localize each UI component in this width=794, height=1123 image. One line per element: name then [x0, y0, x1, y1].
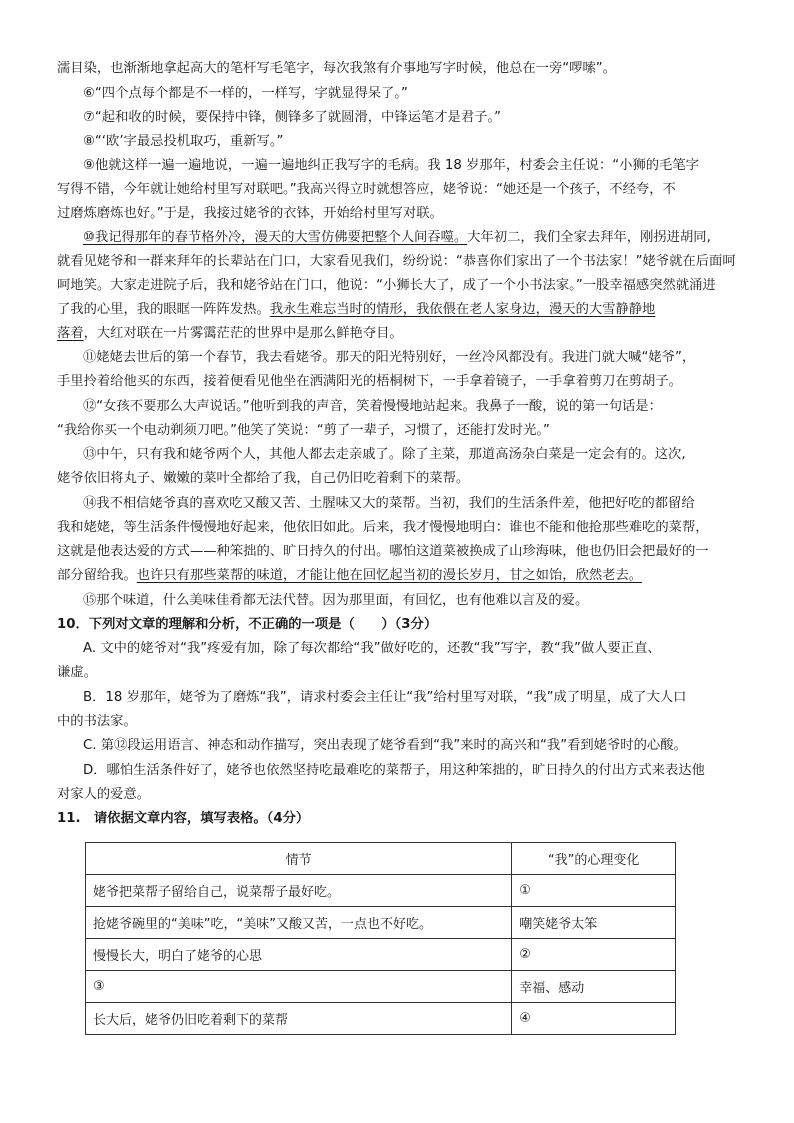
- table-row: [86, 971, 676, 1003]
- option-b-line-1: B．18 岁那年，姥爷为了磨炼“我”，请求村委会主任让“我”给村里写对联，“我”成了明星，成了大人口: [83, 690, 687, 705]
- table-cell: 长大后，姥爷仍旧吃着剩下的菜帮: [86, 1003, 512, 1035]
- table-header-row: [86, 843, 676, 875]
- paragraph-6: ⑥“四个点每个都是不一样的，一样写，字就显得呆了。”: [83, 86, 408, 101]
- paragraph-10-line-3: 呵地笑。大家走进院子后，我和姥爷站在门口，他说：“小狮长大了，成了一个小书法家。”一股幸福感突然就涌进: [57, 278, 716, 293]
- paragraph-9-line-1: ⑨他就这样一遍一遍地说，一遍一遍地纠正我写字的毛病。我 18 岁那年，村委会主任说：“小狮的毛笔字: [83, 158, 699, 173]
- underlined-sentence: 我永生难忘当时的情形，我依偎在老人家身边，漫天的大雪静静地: [269, 302, 656, 317]
- paragraph-14-line-3: 这就是他表达爱的方式——种笨拙的、旷日持久的付出。哪怕这道菜被换成了山珍海味，他也仍旧会把最好的一: [57, 544, 709, 559]
- table-header-plot: 情节: [86, 843, 512, 875]
- table-cell[interactable]: ③: [86, 971, 512, 1003]
- passage-text: 大年初二，我们全家去拜年，刚拐进胡同,: [467, 230, 711, 245]
- table-cell[interactable]: ①: [512, 875, 676, 907]
- passage-text: 部分留给我。: [57, 568, 137, 583]
- paragraph-9-line-3: 过磨炼磨炼也好。”于是，我接过姥爷的衣钵，开始给村里写对联。: [57, 206, 443, 221]
- paragraph-10-line-4: [57, 300, 655, 320]
- paragraph-10-line-2: 就看见姥爷和一群来拜年的长辈站在门口，大家看见我们，纷纷说：“恭喜你们家出了一个书法家！”姥爷就在后面呵: [57, 254, 736, 269]
- table-cell[interactable]: ④: [512, 1003, 676, 1035]
- table-row: [86, 1003, 676, 1035]
- option-d-line-1: D．哪怕生活条件好了，姥爷也依然坚持吃最难吃的菜帮子，用这种笨拙的，旷日持久的付出方式来表达他: [83, 763, 705, 778]
- table-cell[interactable]: ②: [512, 939, 676, 971]
- table-cell: 姥爷把菜帮子留给自己，说菜帮子最好吃。: [86, 875, 512, 907]
- passage-text: 了我的心里，我的眼眶一阵阵发热。: [57, 302, 270, 317]
- option-a-line-1: A. 文中的姥爷对“我”疼爱有加，除了每次都给“我”做好吃的，还教“我”写字，教“我”做人要正直、: [83, 641, 661, 656]
- paragraph-14-line-1: ⑭我不相信姥爷真的喜欢吃又酸又苦、土腥味又大的菜帮。当初，我们的生活条件差，他把好吃的都留给: [83, 496, 695, 511]
- paragraph-15: ⑮那个味道，什么美味佳肴都无法代替。因为那里面，有回忆，也有他难以言及的爱。: [83, 593, 589, 608]
- passage-text: ，大红对联在一片雾霭茫茫的世界中是那么鲜艳夺目。: [83, 326, 403, 341]
- paragraph-8: ⑧“‘欧’字最忌投机取巧，重新写。”: [83, 134, 284, 149]
- paragraph-10-line-1: [83, 228, 711, 248]
- paragraph-14-line-2: 我和姥姥，等生活条件慢慢地好起来，他依旧如此。后来，我才慢慢地明白：谁也不能和他抢那些难吃的菜帮，: [57, 520, 709, 535]
- option-d-line-2: 对家人的爱意。: [57, 787, 151, 802]
- option-b-line-2: 中的书法家。: [57, 714, 137, 729]
- question-11-stem: 11. 请依据文章内容，填写表格。（4分）: [57, 811, 310, 826]
- table-cell: 嘲笑姥爷太笨: [512, 907, 676, 939]
- table-header-feeling: “我”的心理变化: [512, 843, 676, 875]
- table-cell: 慢慢长大，明白了姥爷的心思: [86, 939, 512, 971]
- question-10-stem: 10．下列对文章的理解和分析，不正确的一项是（ ）（3分）: [57, 617, 438, 632]
- answer-table: [85, 842, 676, 1035]
- underlined-sentence: ⑩我记得那年的春节格外冷，漫天的大雪仿佛要把整个人间吞噬。: [83, 230, 468, 245]
- table-row: [86, 907, 676, 939]
- option-a-line-2: 谦虚。: [57, 665, 97, 680]
- table-row: [86, 875, 676, 907]
- option-c: C. 第⑫段运用语言、神态和动作描写，突出表现了姥爷看到“我”来时的高兴和“我”看到姥爷时的心酸。: [83, 738, 687, 753]
- table-row: [86, 939, 676, 971]
- paragraph-7: ⑦“起和收的时候，要保持中锋，侧锋多了就圆滑，中锋运笔才是君子。”: [83, 110, 501, 125]
- paragraph-13-line-2: 姥爷依旧将丸子、嫩嫩的菜叶全都给了我，自己仍旧吃着剩下的菜帮。: [57, 471, 470, 486]
- passage-line: 濡目染，也渐渐地拿起高大的笔杆写毛笔字，每次我煞有介事地写字时候，他总在一旁“啰嗦”。: [57, 61, 616, 76]
- paragraph-10-line-5: [57, 324, 403, 344]
- table-cell: 抢姥爷碗里的“美味”吃，“美味”又酸又苦，一点也不好吃。: [86, 907, 512, 939]
- paragraph-12-line-1: ⑫“女孩不要那么大声说话。”他听到我的声音，笑着慢慢地站起来。我鼻子一酸，说的第一句话是：: [83, 399, 662, 414]
- underlined-sentence: 落着: [57, 326, 84, 341]
- paragraph-11-line-1: ⑪姥姥去世后的第一个春节，我去看姥爷。那天的阳光特别好，一丝冷风都没有。我进门就大喊“姥爷”，: [83, 350, 696, 365]
- table-cell: 幸福、感动: [512, 971, 676, 1003]
- underlined-sentence: 也许只有那些菜帮的味道，才能让他在回忆起当初的漫长岁月，甘之如饴，欣然老去。: [136, 568, 643, 583]
- paragraph-14-line-4: [57, 566, 642, 586]
- paragraph-9-line-2: 写得不错，今年就让她给村里写对联吧。”我高兴得立时就想答应，姥爷说：“她还是一个孩子，不经夸，不: [57, 182, 676, 197]
- paragraph-12-line-2: “我给你买一个电动剃须刀吧。”他笑了笑说：“剪了一辈子，习惯了，还能打发时光。”: [57, 423, 550, 438]
- paragraph-13-line-1: ⑬中午，只有我和姥爷两个人，其他人都去走亲戚了。除了主菜，那道高汤杂白菜是一定会有的。这次,: [83, 447, 686, 462]
- paragraph-11-line-2: 手里拎着给他买的东西，接着便看见他坐在洒满阳光的梧桐树下，一手拿着镜子，一手拿着剪刀在剪胡子。: [57, 374, 682, 389]
